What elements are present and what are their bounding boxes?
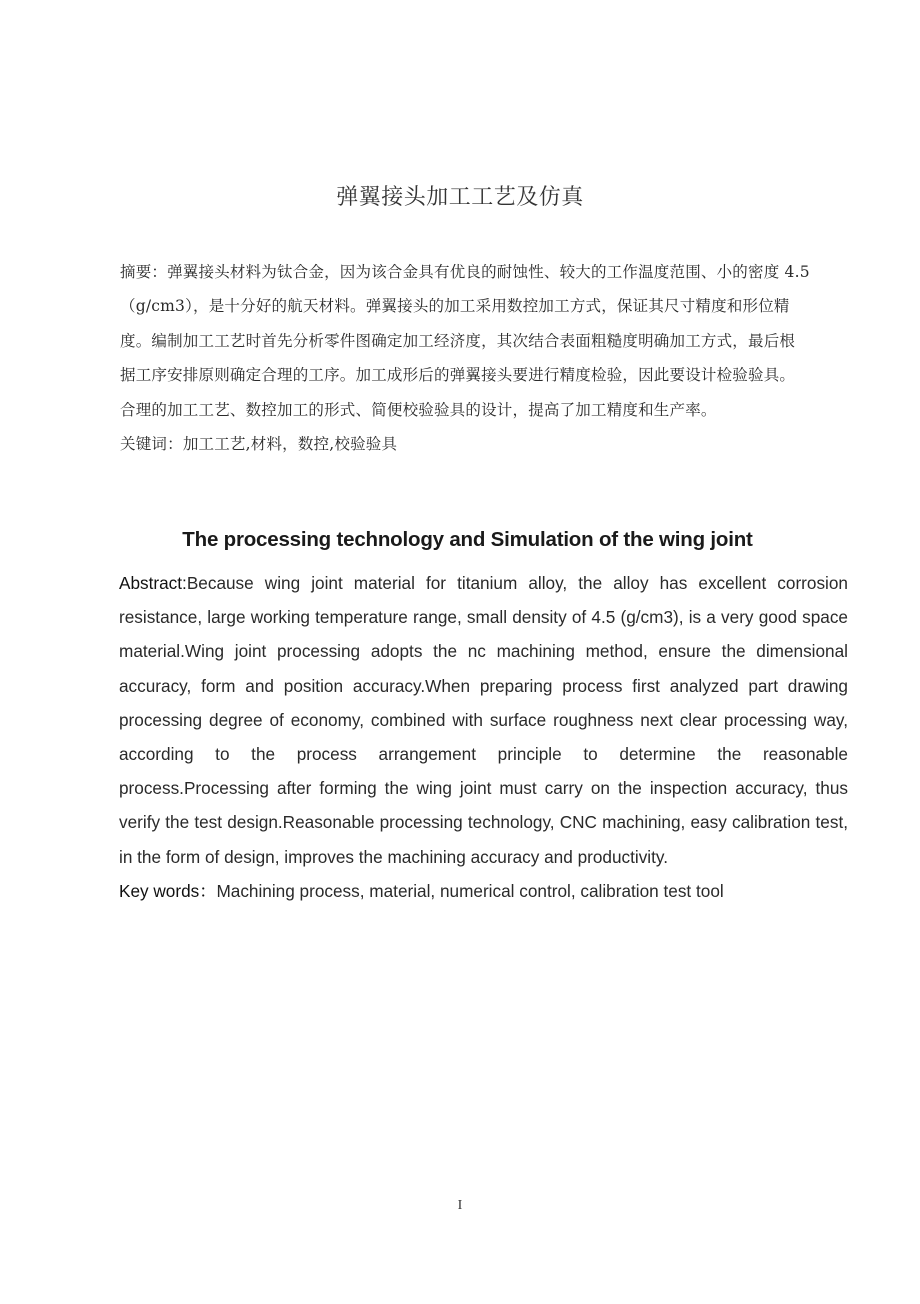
english-abstract-paragraph xyxy=(119,566,848,874)
chinese-keywords-label: 关键词： xyxy=(120,435,183,454)
chinese-keywords xyxy=(120,427,810,461)
chinese-abstract-text: 弹翼接头材料为钛合金，因为该合金具有优良的耐蚀性、较大的工作温度范围、小的密度 4.5（g/cm3），是十分好的航天材料。弹翼接头的加工采用数控加工方式，保证其尺寸精度和形位精度。编制加工工艺时首先分析零件图确定加工经济度，其次结合表面粗糙度明确加工方式，最后根据工序安排原则确定合理的工序。加工成形后的弹翼接头要进行精度检验，因此要设计检验验具。合理的加工工艺、数控加工的形式、简便校验验具的设计，提高了加工精度和生产率。 xyxy=(120,263,810,419)
chinese-keywords-text: 加工工艺,材料，数控,校验验具 xyxy=(182,435,398,454)
english-keywords-label: Key words： xyxy=(119,880,217,901)
english-abstract-section xyxy=(119,566,848,908)
english-keywords-text: Machining process, material, numerical control, calibration test tool xyxy=(216,880,724,901)
chinese-abstract-section xyxy=(120,255,810,461)
english-abstract-label: Abstract: xyxy=(119,573,187,593)
chinese-title: 弹翼接头加工工艺及仿真 xyxy=(336,185,584,210)
english-keywords xyxy=(119,874,848,908)
chinese-abstract-label: 摘要： xyxy=(120,263,168,281)
english-title: The processing technology and Simulation of the wing joint xyxy=(182,528,753,551)
page-number: I xyxy=(457,1198,463,1213)
chinese-abstract-paragraph xyxy=(120,255,810,427)
english-abstract-text: Because wing joint material for titanium alloy, the alloy has excellent corrosion resistance, large working temperature range, small density of 4.5 (g/cm3), is a very good space material.Wing joint processing adopts the nc machining method, ensure the dimensional accuracy, form and position accuracy.When preparing process first analyzed part drawing processing degree of economy, combined with surface roughness next clear processing way, according to the process arrangement principle to determine the reasonable process.Processing after forming the wing joint must carry on the inspection accuracy, thus verify the test design.Reasonable processing technology, CNC machining, easy calibration test, in the form of design, improves the machining accuracy and productivity. xyxy=(119,573,848,867)
